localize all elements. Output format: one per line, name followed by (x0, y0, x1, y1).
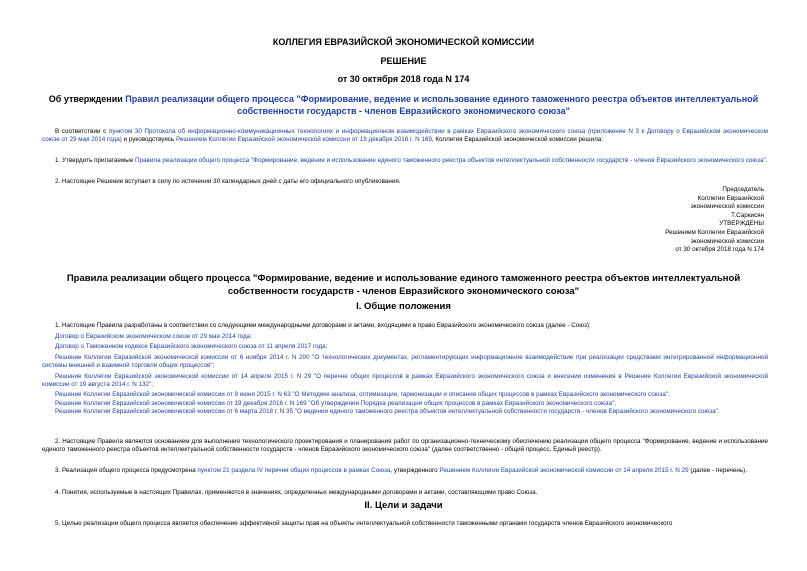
item-1-text: . (765, 157, 768, 164)
item-1 (42, 157, 768, 165)
preamble-link-decision[interactable]: Решением Коллегии Евразийской экономической комиссии от 19 декабря 2016 г. N 169 (175, 136, 432, 144)
rules-title: Правила реализации общего процесса "Формирование, ведение и использование единого таможенного реестра объектов интеллектуальной собственности государств - членов Евразийского экономического союза" (66, 273, 741, 297)
item-1-link[interactable]: Правила реализации общего процесса "Формирование, ведение и использование единого таможенного реестра объектов интеллектуальной собственности государств - членов Евразийского экономического союза" (135, 157, 766, 164)
link-decision-169[interactable]: Решение Коллегии Евразийской экономической комиссии от 19 декабря 2016 г. N 169 "Об утверждении Порядка реализации общих процессов в рамках Евразийского экономического союза"; (55, 399, 616, 407)
link-customs-code[interactable]: Договор о Таможенном кодексе Евразийского экономического союза от 11 апреля 2017 года; (55, 343, 328, 351)
preamble-link-protocol[interactable]: пунктом 30 Протокола об информационно-коммуникационных технологиях и информационном взаимодействии в рамках Евразийского экономического союза (приложение N 3 к Договору о Евразийском экономическом союзе от 29 мая 2014 года) (42, 128, 768, 144)
preamble (42, 128, 768, 145)
item-1-text: 1. Утвердить прилагаемые (55, 157, 135, 164)
link-decision-29-list[interactable]: Решением Коллегии Евразийской экономической комиссии от 14 апреля 2015 г. N 29 (439, 467, 689, 474)
signature-block (665, 186, 764, 255)
subject-link[interactable]: Правил реализации общего процесса "Формирование, ведение и использование единого таможенного реестра объектов интеллектуальной собственности государств - членов Евразийского экономического союза" (125, 94, 759, 116)
doc-date-number: от 30 октября 2018 года N 174 (337, 74, 470, 84)
approval-line: УТВЕРЖДЕНЫ (719, 220, 764, 228)
preamble-text: В соответствии с (55, 128, 109, 135)
item-2: 2. Настоящее Решение вступает в силу по истечении 30 календарных дней с даты его официального опубликования. (55, 178, 401, 185)
preamble-text: и руководствуясь (121, 136, 176, 144)
s1-paragraph-3 (42, 467, 768, 475)
org-title: КОЛЛЕГИЯ ЕВРАЗИЙСКОЙ ЭКОНОМИЧЕСКОЙ КОМИССИИ (272, 37, 535, 47)
s1-p3-text: , утвержденного (390, 467, 440, 474)
section-1-heading: I. Общие положения (356, 301, 451, 312)
s1-paragraph-2: 2. Настоящие Правила являются основанием для выполнения технологического проектирования и планирования работ по организационно-техническому обеспечению реализации общего процесса "Формирование, ведение и использование единого таможенного реестра объектов интеллектуальной собственности государств - членов Евразийского экономического союза" (далее соответственно - общий процесс, Единый реестр). (42, 438, 768, 454)
approval-line: экономической комиссии (690, 237, 764, 245)
approval-line: Решением Коллегии Евразийской (665, 228, 764, 236)
doc-type: РЕШЕНИЕ (380, 56, 427, 66)
s1-link-list (42, 333, 768, 417)
signature-line: Председатель (722, 186, 764, 193)
signature-line: Коллегии Евразийской (697, 194, 764, 202)
link-treaty-eaeu[interactable]: Договор о Евразийском экономическом союзе от 29 мая 2014 года; (55, 333, 252, 340)
link-list-item-21[interactable]: пунктом 21 раздела IV перечня общих процессов в рамках Союза (197, 467, 391, 474)
doc-subject (48, 93, 759, 117)
subject-prefix: Об утверждении (48, 94, 126, 104)
link-decision-200[interactable]: Решение Коллегии Евразийской экономической комиссии от 6 ноября 2014 г. N 200 "О технологических документах, регламентирующих информационное взаимодействие при реализации средствами интегрированной информационной системы внешней и взаимной торговли общих процессов"; (42, 353, 768, 370)
s2-paragraph-5: 5. Целью реализации общего процесса является обеспечение эффективной защиты прав на объекты интеллектуальной собственности таможенными органами государств членов Евразийского экономического (55, 520, 673, 527)
signature-line: экономической комиссии (690, 203, 764, 211)
signature-line: Т.Саркисян (731, 211, 764, 219)
section-2-heading: II. Цели и задачи (364, 500, 443, 511)
s1-paragraph-1: 1. Настоящие Правила разработаны в соответствии со следующими международными договорами и актами, входящими в право Евразийского экономического союза (далее - Союз): (55, 322, 591, 329)
preamble-text: , Коллегия Евразийской экономической комиссии решила: (431, 136, 604, 144)
s1-p3-text: 3. Реализация общего процесса предусмотрена (55, 467, 198, 474)
approval-line: от 30 октября 2018 года N 174 (675, 246, 764, 254)
link-decision-63[interactable]: Решение Коллегии Евразийской экономической комиссии от 9 июня 2015 г. N 63 "О Методике анализа, оптимизации, гармонизации и описания общих процессов в рамках Евразийского экономического союза"; (55, 391, 670, 399)
s1-p3-text: (далее - перечень). (688, 467, 747, 474)
link-decision-29[interactable]: Решение Коллегии Евразийской экономической комиссии от 14 апреля 2015 г. N 29 "О перечне общих процессов в рамках Евразийского экономического союза и внесении изменения в Решение Коллегии Евразийской экономической комиссии от 19 августа 2014 г. N 132"; (42, 372, 768, 389)
link-decision-35[interactable]: Решение Коллегии Евразийской экономической комиссии от 6 марта 2018 г. N 35 "О ведении единого таможенного реестра объектов интеллектуальной собственности государств - членов Евразийского экономического союза". (55, 408, 720, 416)
s1-paragraph-4: 4. Понятия, используемые в настоящих Правилах, применяются в значениях, определенных международными договорами и актами, составляющими право Союза. (55, 489, 538, 496)
